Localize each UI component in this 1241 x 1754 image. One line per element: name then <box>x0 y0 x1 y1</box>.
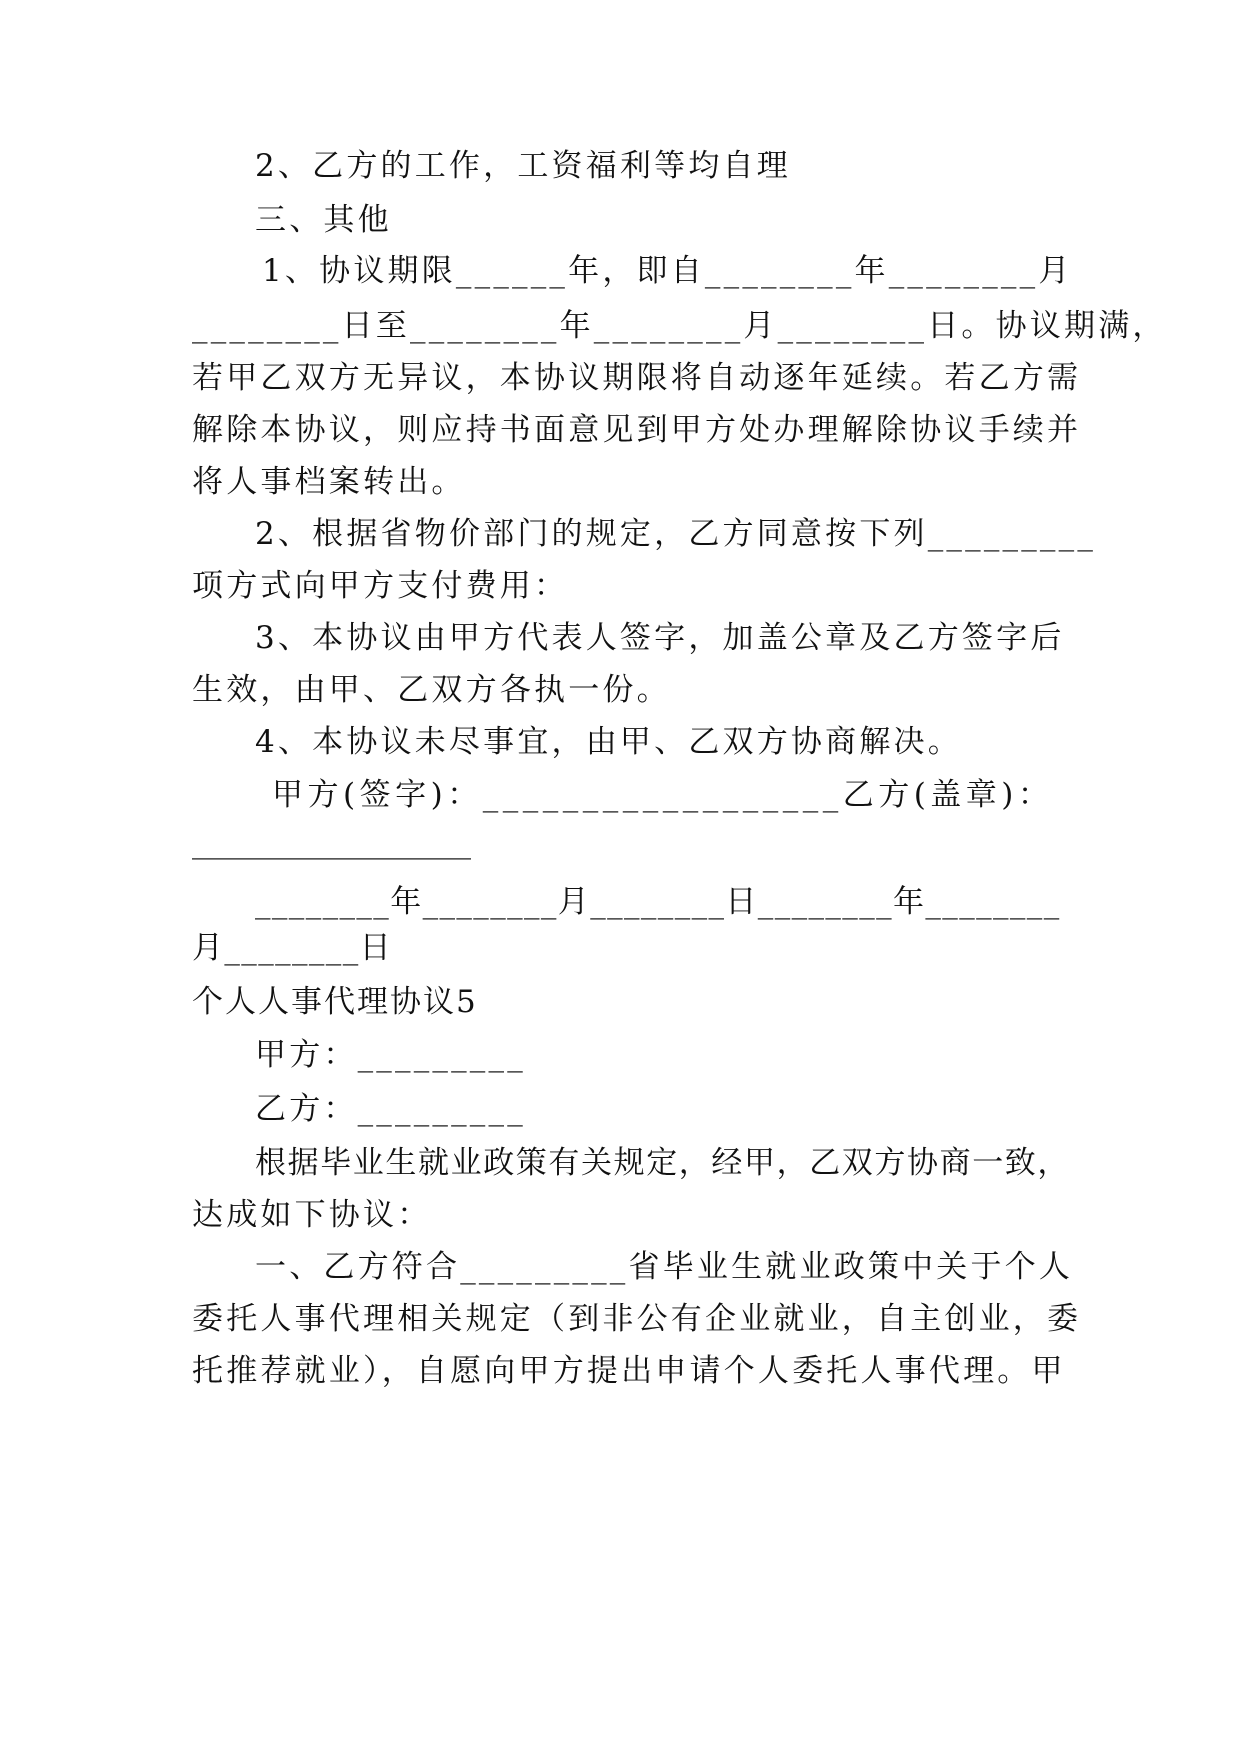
section-three-heading: 三、其他 <box>255 202 392 238</box>
party-b-line: 乙方：_________ <box>255 1091 526 1127</box>
clause-1-term-cont-1: ________日至________年________月________日。协议期满， <box>192 308 1167 344</box>
clause-1-term: 1、协议期限______年，即自________年________月 <box>262 253 1073 289</box>
date-line-cont: 月________日 <box>192 930 392 966</box>
clause-one-cont-1: 委托人事代理相关规定（到非公有企业就业，自主创业，委 <box>192 1301 1082 1337</box>
clause-3-effective: 3、本协议由甲方代表人签字，加盖公章及乙方签字后 <box>255 620 1065 656</box>
agreement-preamble-cont: 达成如下协议： <box>192 1197 432 1233</box>
clause-one-cont-2: 托推荐就业），自愿向甲方提出申请个人委托人事代理。甲 <box>192 1353 1066 1389</box>
clause-2-self-managed: 2、乙方的工作，工资福利等均自理 <box>255 148 791 184</box>
party-a-line: 甲方：_________ <box>255 1037 526 1073</box>
clause-1-term-cont-3: 解除本协议，则应持书面意见到甲方处办理解除协议手续并 <box>192 412 1082 448</box>
agreement-5-title: 个人人事代理协议5 <box>192 984 478 1020</box>
clause-2-fees-cont: 项方式向甲方支付费用： <box>192 568 569 604</box>
clause-4-unresolved: 4、本协议未尽事宜，由甲、乙双方协商解决。 <box>255 724 962 760</box>
clause-3-effective-cont: 生效，由甲、乙双方各执一份。 <box>192 672 671 708</box>
clause-one: 一、乙方符合_________省毕业生就业政策中关于个人 <box>255 1249 1074 1285</box>
clause-1-term-cont-4: 将人事档案转出。 <box>192 464 466 500</box>
agreement-preamble: 根据毕业生就业政策有关规定，经甲，乙双方协商一致， <box>255 1145 1070 1181</box>
date-line: ________年________月________日________年________ <box>255 884 1061 920</box>
signature-blank: __________________ <box>192 824 471 860</box>
signature-line: 甲方(签字)：__________________乙方(盖章)： <box>272 777 1054 813</box>
clause-1-term-cont-2: 若甲乙双方无异议，本协议期限将自动逐年延续。若乙方需 <box>192 360 1082 396</box>
clause-2-fees: 2、根据省物价部门的规定，乙方同意按下列_________ <box>255 516 1097 552</box>
